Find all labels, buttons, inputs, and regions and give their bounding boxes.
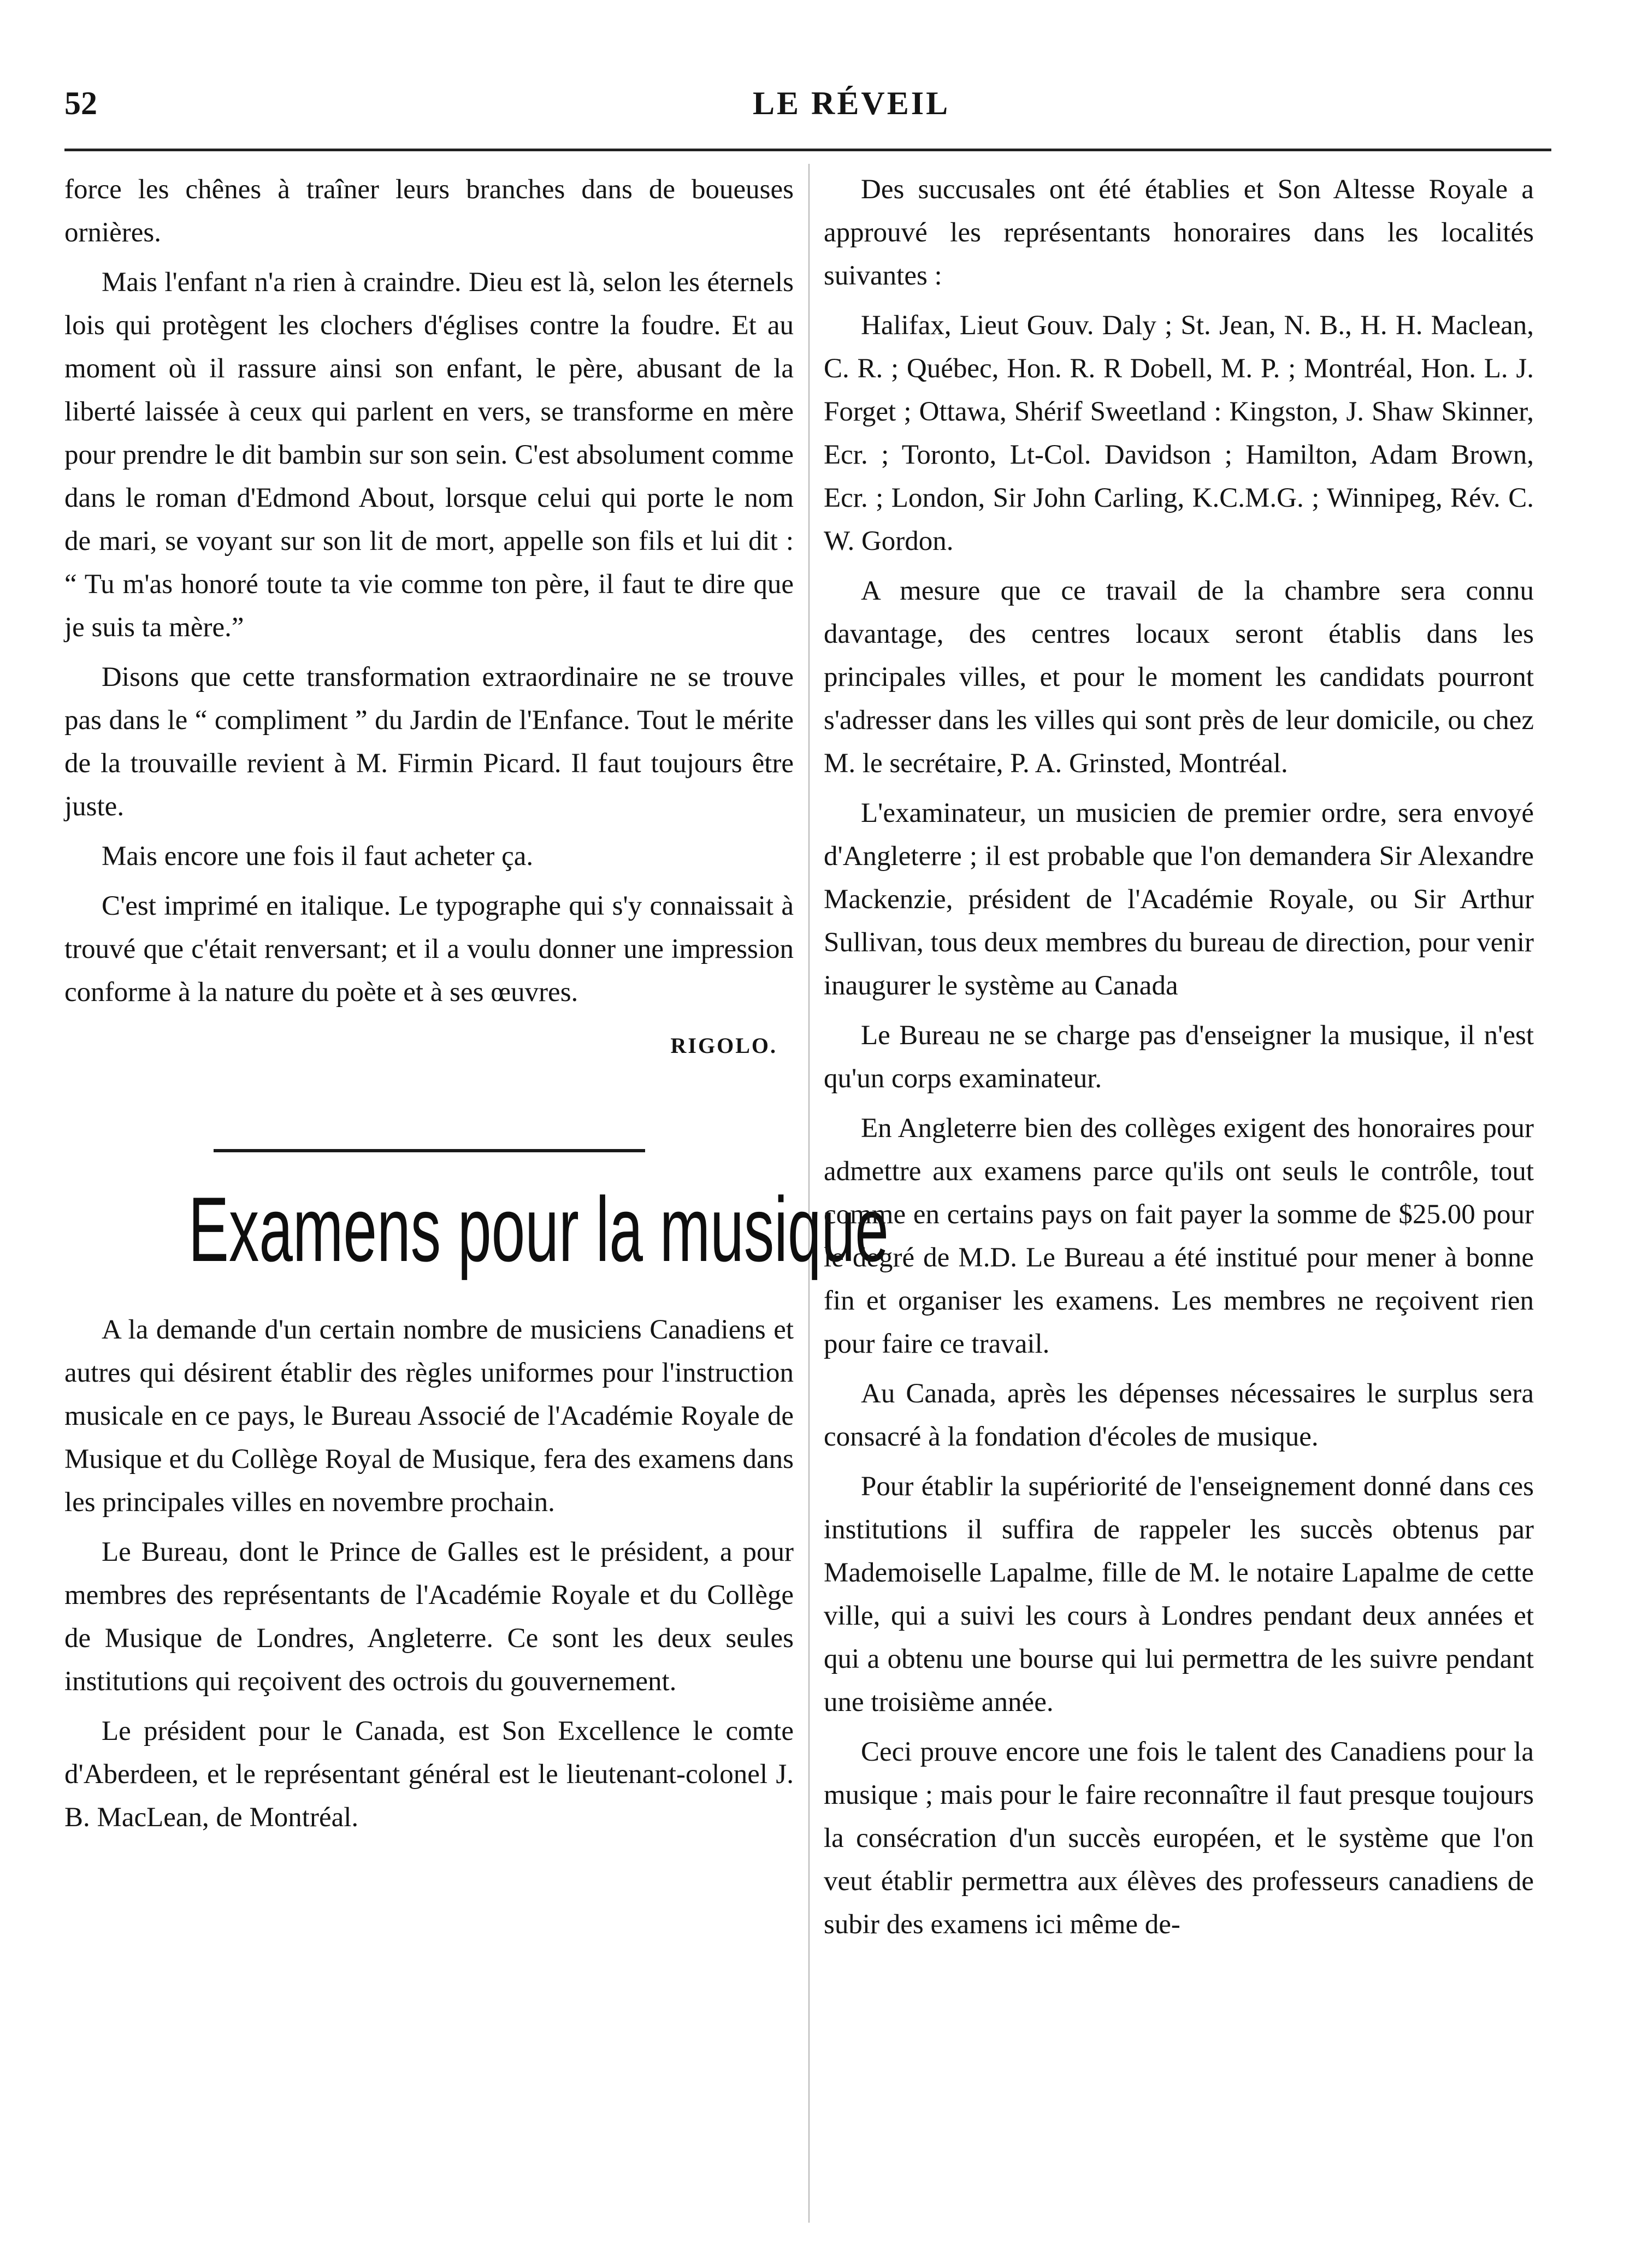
article-paragraph: Ceci prouve encore une fois le talent des Canadiens pour la musique ; mais pour le faire reconnaître il faut presque toujours la consécration d'un succès européen, et le système que l'on veut établir permettra aux élèves des professeurs canadiens de subir des examens ici même de- [824,1737,1534,1940]
article-paragraph: En Angleterre bien des collèges exigent des honoraires pour admettre aux examens parce qu'ils ont seuls le contrôle, tout comme en certains pays on fait payer la somme de $25.00 pour le degré de M.D. Le Bureau a été institué pour mener à bonne fin et organiser les examens. Les membres ne reçoivent rien pour faire ce travail. [824,1113,1534,1359]
article-paragraph: A mesure que ce travail de la chambre sera connu davantage, des centres locaux seront établis dans les principales villes, et pour le moment les candidats pourront s'adresser dans les villes qui sont près de leur domicile, ou chez M. le secrétaire, P. A. Grinsted, Montréal. [824,576,1534,779]
article-paragraph: L'examinateur, un musicien de premier ordre, sera envoyé d'Angleterre ; il est probable que l'on demandera Sir Alexandre Mackenzie, président de l'Académie Royale, ou Sir Arthur Sullivan, tous deux membres du bureau de direction, pour venir inaugurer le système au Canada [824,798,1534,1001]
paragraph: force les chênes à traîner leurs branches dans de boueuses ornières. [64,174,794,248]
running-head: LE RÉVEIL [753,85,950,121]
header-rule [64,149,1551,151]
article-paragraph: Le Bureau, dont le Prince de Galles est le président, a pour membres des représentants de l'Académie Royale et du Collège de Musique de Londres, Angleterre. Ce sont les deux seules institutions qui reçoivent des octrois du gouvernement. [64,1537,794,1697]
representatives-list: Halifax, Lieut Gouv. Daly ; St. Jean, N. B., H. H. Maclean, C. R. ; Québec, Hon. R. R Dobell, M. P. ; Montréal, Hon. L. J. Forget ; Ottawa, Shérif Sweetland : Kingston, J. Shaw Skinner, Ecr. ; Toronto, Lt-Col. Davidson ; Hamilton, Adam Brown, Ecr. ; London, Sir John Carling, K.C.M.G. ; Winnipeg, Rév. C. W. Gordon. [824,310,1534,556]
article-paragraph: Le président pour le Canada, est Son Excellence le comte d'Aberdeen, et le représentant général est le lieutenant-colonel J. B. MacLean, de Montréal. [64,1716,794,1833]
paragraph: Mais encore une fois il faut acheter ça. [102,841,534,872]
paragraph: Disons que cette transformation extraordinaire ne se trouve pas dans le “ compliment ” du Jardin de l'Enfance. Tout le mérite de la trouvaille revient à M. Firmin Picard. Il faut toujours être juste. [64,662,794,822]
article-paragraph: Au Canada, après les dépenses nécessaires le surplus sera consacré à la fondation d'écoles de musique. [824,1378,1534,1452]
author-signature: RIGOLO. [670,1033,777,1058]
article-paragraph: Le Bureau ne se charge pas d'enseigner la musique, il n'est qu'un corps examinateur. [824,1020,1534,1094]
paragraph: Mais l'enfant n'a rien à craindre. Dieu est là, selon les éternels lois qui protègent les clochers d'églises contre la foudre. Et au moment où il rassure ainsi son enfant, le père, abusant de la liberté laissée à ceux qui parlent en vers, se transforme en mère pour prendre le dit bambin sur son sein. C'est absolument comme dans le roman d'Edmond About, lorsque celui qui porte le nom de mari, se voyant sur son lit de mort, appelle son fils et lui dit : “ Tu m'as honoré toute ta vie comme ton père, il faut te dire que je suis ta mère.” [64,267,794,643]
article-title: Examens pour la musique [188,1178,889,1281]
left-column [64,168,889,1846]
article-paragraph: A la demande d'un certain nombre de musiciens Canadiens et autres qui désirent établir des règles uniformes pour l'instruction musicale en ce pays, le Bureau Associé de l'Académie Royale de Musique et du Collège Royal de Musique, fera des examens dans les principales villes en novembre prochain. [64,1314,794,1518]
paragraph: C'est imprimé en italique. Le typographe qui s'y connaissait à trouvé que c'était renversant; et il a voulu donner une impression conforme à la nature du poète et à ses œuvres. [64,891,794,1008]
page-number: 52 [64,85,97,121]
article-paragraph: Pour établir la supériorité de l'enseignement donné dans ces institutions il suffira de rappeler les succès obtenus par Mademoiselle Lapalme, fille de M. le notaire Lapalme de cette ville, qui a suivi les cours à Londres pendant deux années et qui a obtenu une bourse qui lui permettra de les suivre pendant une troisième année. [824,1471,1534,1718]
right-column [824,168,1534,1953]
article-paragraph: Des succusales ont été établies et Son Altesse Royale a approuvé les représentants honoraires dans les localités suivantes : [824,174,1534,291]
section-separator-rule [214,1149,645,1152]
page-header [64,85,1551,128]
